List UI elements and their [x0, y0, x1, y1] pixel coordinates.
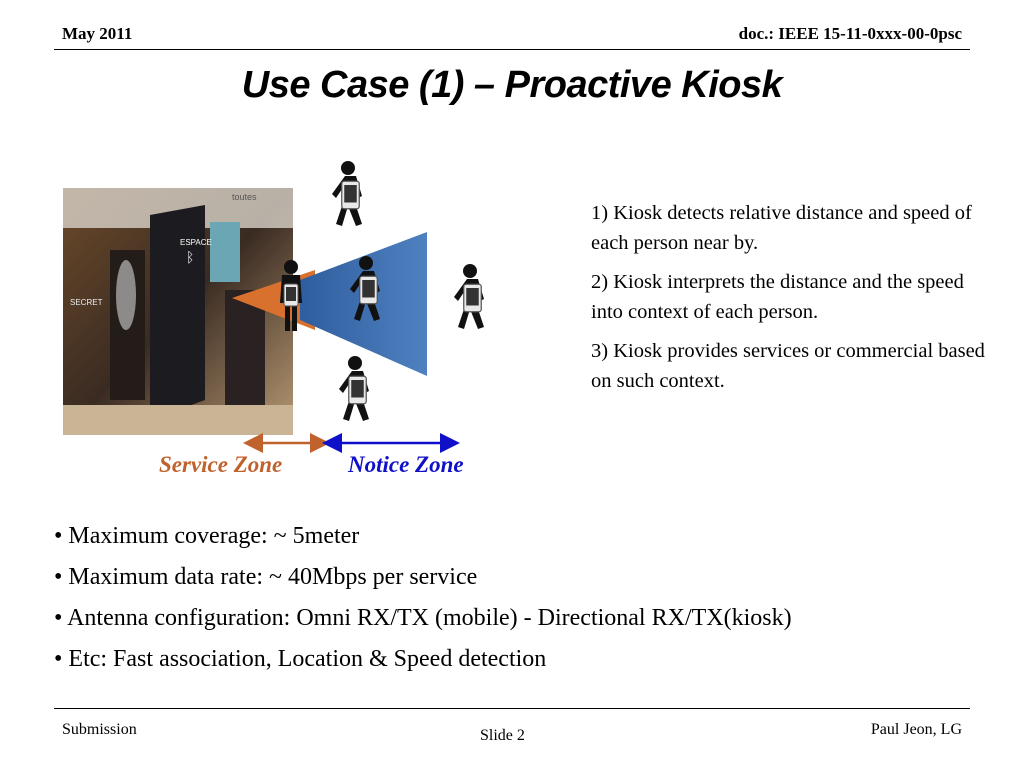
kiosk-poster-text: SECRET [70, 298, 103, 307]
step-item: 2) Kiosk interprets the distance and the speed into context of each person. [591, 271, 964, 323]
step-item: 1) Kiosk detects relative distance and speed of each person near by. [591, 202, 972, 254]
header-date: May 2011 [62, 24, 133, 43]
bullet-list [54, 521, 1004, 685]
footer-submission: Submission [62, 721, 137, 738]
bullet-item: • Maximum data rate: ~ 40Mbps per service [54, 564, 478, 590]
kiosk-top-text: toutes [232, 192, 257, 202]
footer-author: Paul Jeon, LG [870, 721, 962, 738]
bluetooth-icon: ᛒ [186, 250, 195, 266]
footer-rule [54, 708, 970, 709]
bullet-item: • Etc: Fast association, Location & Speed detection [54, 646, 547, 672]
walking-person-with-phone-icon [454, 264, 484, 329]
bullet-text: Antenna configuration: Omni RX/TX (mobile) - Directional RX/TX(kiosk) [67, 605, 792, 631]
notice-zone-label: Notice Zone [348, 452, 464, 477]
step-item: 3) Kiosk provides services or commercial based on such context. [591, 340, 985, 392]
kiosk-sign-text: ESPACE [180, 238, 212, 247]
kiosk-photo [63, 188, 293, 435]
slide-number: Slide 2 [480, 727, 525, 744]
bullet-item: • Antenna configuration: Omni RX/TX (mobile) - Directional RX/TX(kiosk) [54, 605, 792, 631]
slide-title: Use Case (1) – Proactive Kiosk [241, 64, 783, 106]
bullet-text: Etc: Fast association, Location & Speed detection [68, 646, 547, 672]
step-list [591, 198, 991, 405]
bullet-text: Maximum data rate: ~ 40Mbps per service [68, 564, 478, 590]
walking-person-with-phone-icon [339, 356, 369, 421]
service-zone-label: Service Zone [159, 452, 283, 477]
bullet-item: • Maximum coverage: ~ 5meter [54, 523, 360, 549]
bullet-text: Maximum coverage: ~ 5meter [68, 523, 360, 549]
walking-person-with-phone-icon [332, 161, 362, 226]
header-doc-id: doc.: IEEE 15-11-0xxx-00-0psc [738, 24, 962, 43]
